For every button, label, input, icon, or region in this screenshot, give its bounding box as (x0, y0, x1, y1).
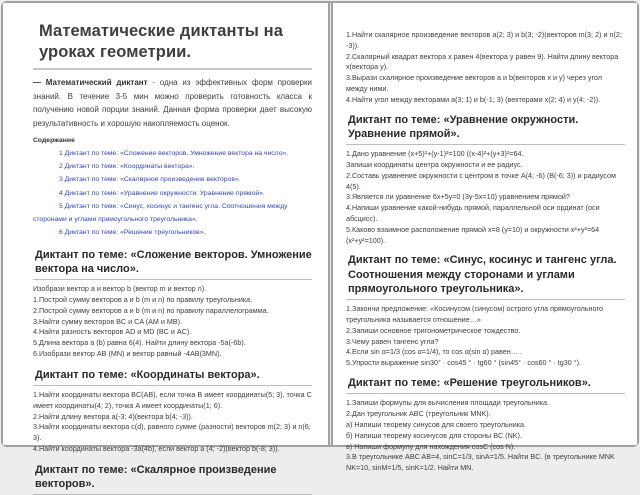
section-heading-scalar-product: Диктант по теме: «Скалярное произведение векторов». (33, 463, 312, 495)
toc-heading: Содержание (33, 136, 75, 144)
toc-link-4[interactable]: 4 Диктант по теме: «Уравнение окружности. Уравнение прямой». (59, 189, 265, 197)
body-line: 2.Дан треугольник ABC (треугольник MNK). (346, 409, 491, 419)
body-line: 4.Найти координаты вектора -3a(4b), если вектор a (4; -2)(вектор b(-8; 3)). (33, 444, 280, 454)
body-line: 4.Напиши уравнение какой-нибудь прямой, параллельной оси ординат (оси абсцисс). (346, 203, 600, 223)
body-line: 5.Упрости выражение sin30° · cos45 ° · tg60 ° (sin45° · cos60 ° · tg30 °). (346, 358, 582, 368)
body-line: 4.Найти разность векторов AD и MD (BC и AC). (33, 327, 192, 337)
section-body-circle-equation (346, 149, 625, 246)
page-1 (3, 3, 328, 491)
body-line: а) Напиши теорему синусов для своего треугольника. (346, 419, 527, 429)
page-title: Математические диктанты на уроках геометрии. (39, 22, 284, 62)
body-line: Изобрази вектор a и вектор b (вектор m и вектор n). (33, 284, 207, 294)
body-line: 1.Закончи предложение: «Косинусом (синусом) острого угла прямоугольного треугольника называется отношение…» (346, 304, 603, 325)
title-divider (33, 68, 312, 70)
body-line: 4.Найти угол между векторами a(3; 1) и b(-1; 3) (векторами x(2; 4) и y(4; -2)). (346, 94, 601, 104)
section-heading-sin-cos-tan: Диктант по теме: «Синус, косинус и тангенс угла. Соотношения между сторонами и углами прямоугольного треугольника». (346, 253, 625, 300)
section-heading-solving-triangles: Диктант по теме: «Решение треугольников». (346, 376, 625, 394)
section-body-solving-triangles (346, 398, 625, 474)
intro-paragraph (33, 76, 312, 131)
body-line: 3.Найти координаты вектора c(d), равного сумме (разности) векторов m(2; 3) и n(6; 3). (33, 422, 311, 443)
intro-bold-lead: — Математический диктант (33, 77, 148, 87)
section-body-scalar-product (346, 30, 625, 106)
body-line: 5.Длина вектора a (b) равна 6(4). Найти длину вектора -5a(-6b). (33, 338, 246, 348)
body-line: 2.Скалярный квадрат вектора x равен 4(вектора y равен 9). Найти длину вектора x(вектора y). (346, 51, 619, 72)
body-line: 3.Является ли уравнение 6x+5y=0 (3y-5x=10) уравнением прямой? (346, 192, 570, 202)
body-line: 3.Найти сумму векторов BC и CA (AM и MB). (33, 316, 183, 326)
body-line: 6.Изобрази вектор AB (MN) и вектор равный -4AB(3MN). (33, 349, 222, 358)
section-heading-circle-equation: Диктант по теме: «Уравнение окружности. Уравнение прямой». (346, 113, 625, 146)
toc-link-1[interactable]: 1 Диктант по теме: «Сложение векторов. Умножение вектора на число». (59, 149, 289, 157)
section-body-vectors-addition (33, 284, 312, 360)
toc-link-2[interactable]: 2 Диктант по теме: «Координаты вектора». (59, 163, 195, 171)
body-line: 3.Чему равен тангенс угла? (346, 336, 439, 346)
body-line: 1.Запиши формулы для вычисления площади треугольника. (346, 398, 550, 408)
section-heading-vectors-addition: Диктант по теме: «Сложение векторов. Умножение вектора на число». (33, 248, 312, 281)
body-line: б) Напиши теорему косинусов для стороны BC (NK). (346, 430, 522, 440)
intro-text: - одна из эффективных форм проверки знаний. В течение 3-5 мин можно проверить готовность класса к получению новой порции знаний. Данная форма проверки дает высокую результативность и хорошую накопляемость оценок. (33, 77, 312, 129)
body-line: 1.Построй сумму векторов a и b (m и n) по правилу треугольника. (33, 295, 253, 305)
section-heading-vector-coordinates: Диктант по теме: «Координаты вектора». (33, 368, 312, 386)
body-line: 5.Каково взаимное расположение прямой x=8 (y=10) и окружности x²+y²=64 (x²+y²=100). (346, 224, 600, 245)
body-line: 2.Построй сумму векторов a и b (m и n) по правилу параллелограмма. (33, 305, 269, 315)
body-line: 4.Если sin α=1/3 (cos α=1/4), то cos α(sin α) равен… . (346, 347, 522, 357)
body-line: 1.Найти скалярное произведение векторов a(2; 3) и b(3; -2)(векторов m(3; 2) и n(2; -3)). (346, 30, 622, 50)
body-line: 2.Найти длину вектора a(-3; 4)(вектора b(4; -3)). (33, 411, 193, 421)
toc-link-3[interactable]: 3 Диктант по теме: «Скалярное произведение векторов». (59, 176, 241, 184)
body-line: 3.Вырази скалярное произведение векторов a и b(векторов x и y) через угол между ними. (346, 73, 602, 93)
body-line: 1.Дано уравнение (x+5)²+(y-1)²=100 ((x-4)²+(y+3)²=64. (346, 149, 524, 159)
body-line: 2.Составь уравнение окружности с центром в точке A(4; -6) (B(-6; 3)) и радиусом 4(5). (346, 170, 616, 191)
body-line: 2.Запиши основное тригонометрическое тождество. (346, 325, 521, 335)
toc-link-6[interactable]: 6 Диктант по теме: «Решение треугольников». (59, 229, 206, 237)
body-line: Запиши координаты центра окружности и ее радиус. (346, 159, 523, 169)
body-line: в) Напиши формулу для нахождения cosC (cos N). (346, 441, 516, 451)
body-line: 3.В треугольнике ABC AB=4, sinC=1/3, sinA=1/5. Найти BC. (в треугольнике MNK NK=10, sinM=1/5, sinK=1/2. Найти MN. (346, 452, 615, 473)
toc-link-5[interactable]: 5 Диктант по теме: «Синус, косинус и тангенс угла. Соотношения между сторонами и углами прямоугольного треугольника». (33, 202, 288, 224)
section-body-vector-coordinates (33, 390, 312, 455)
table-of-contents (33, 147, 312, 240)
section-body-sin-cos-tan (346, 304, 625, 369)
body-line: 1.Найти координаты вектора BC(AB), если точка B имеет координаты(5; 3), точка C имеет координаты(4; 2), точка A имеет координаты(1; 6). (33, 390, 312, 410)
document-preview-frame (1, 1, 639, 491)
page-2 (333, 3, 637, 473)
